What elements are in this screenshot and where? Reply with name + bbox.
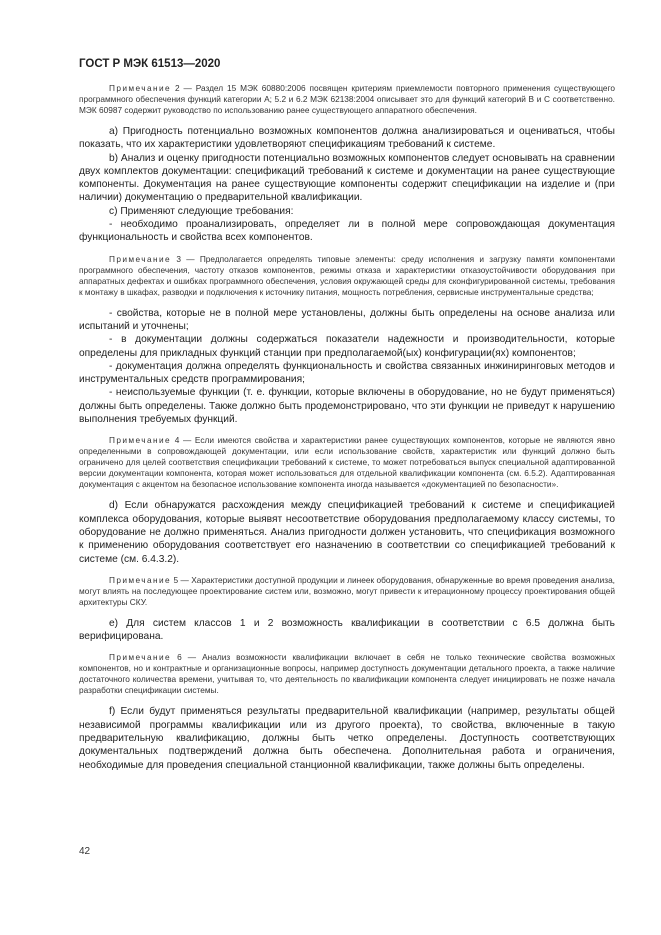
note-text: — Характеристики доступной продукции и линеек оборудования, обнаруженные во время проведения анализа, могут влиять на последующее проектирование систем или, возможно, могут привести к итерационному процессу проектирования общей архитектуры СКУ. bbox=[79, 574, 615, 607]
note-label: Примечание bbox=[109, 435, 172, 446]
note-2 bbox=[79, 83, 615, 116]
list-item-c2: - свойства, которые не в полной мере установлены, должны быть определены на основе анализа или испытаний и уточнены; bbox=[79, 307, 615, 332]
paragraph-f: f) Если будут применяться результаты предварительной квалификации (например, результаты общей независимой программы квалификации или из другого проекта), то свойства, включенные в такую предварительную квалификацию, должны быть четко определены. Доступность соответствующих документальных подтверждений должна быть обеспечена. Дополнительная работа и ограничения, необходимые для проведения специальной станционной квалификации, также должны быть определены. bbox=[79, 706, 615, 771]
note-6 bbox=[79, 652, 615, 696]
note-text: — Анализ возможности квалификации включает в себя не только технические свойства возможных компонентов, но и контрактные и организационные вопросы, например доступность документации детального проекта, а также наличие достаточного количества времени, учитывая то, что деятельность по квалификации компонента следует инициировать не позже начала разработки спецификации системы. bbox=[79, 652, 615, 696]
note-label: Примечание bbox=[109, 253, 172, 264]
paragraph-c: c) Применяют следующие требования: bbox=[109, 205, 294, 217]
paragraph-a: a) Пригодность потенциально возможных компонентов должна анализироваться и оцениваться, чтобы показать, что их характеристики удовлетворяют спецификациям требований к системе. bbox=[79, 126, 615, 151]
list-item-c5: - неиспользуемые функции (т. е. функции, которые включены в оборудование, но не будут применяться) должны быть определены. Также должно быть продемонстрировано, что эти функции не приведут к нарушению выполнения требуемых функций. bbox=[79, 387, 615, 426]
note-number: 6 bbox=[177, 652, 182, 663]
paragraph-b: b) Анализ и оценку пригодности потенциально возможных компонентов следует основывать на сравнении двух комплектов документации: спецификаций требований к системе и документации на ранее существующие компоненты. Документация на ранее существующие компоненты содержит спецификации на изделие и (при наличии) документацию о предварительной квалификации. bbox=[79, 152, 615, 204]
paragraph-d: d) Если обнаружатся расхождения между спецификацией требований к системе и спецификацией комплекса оборудования, которые выявят несоответствие оборудования предполагаемому классу системы, то оборудование не должно применяться. Анализ пригодности должен установить, что спецификация возможного к применению оборудования соответствует его назначению в соответствии со спецификацией требований к системе (см. 6.4.3.2). bbox=[79, 500, 615, 565]
note-number: 3 bbox=[176, 253, 181, 264]
document-header: ГОСТ Р МЭК 61513—2020 bbox=[79, 58, 221, 70]
list-item-c3: - в документации должны содержаться показатели надежности и производительности, которые определены для прикладных функций станции при предполагаемой(ых) конфигурации(ях) компонентов; bbox=[79, 334, 615, 359]
note-number: 5 bbox=[173, 574, 179, 585]
list-item-c4: - документация должна определять функциональность и свойства связанных инжиниринговых методов и инструментальных средств программирования; bbox=[79, 360, 615, 386]
page-number: 42 bbox=[79, 846, 91, 857]
note-label: Примечание bbox=[109, 652, 172, 663]
note-text: — Предполагается определять типовые элементы: среду исполнения и загрузку памяти компонентами программного обеспечения, частоту отказов компонентов, режимы отказа и характеристики отказоустойчивости оборудования при аппаратных дефектах и ошибках программного обеспечения, условия окружающей среды для сконфигурированной системы, требования к монтажу в шкафах, разводки и подключения к источнику питания, мощность потребления, сервисные инструментальные средства; bbox=[79, 253, 615, 297]
note-label: Примечание bbox=[109, 83, 172, 93]
note-text: — Раздел 15 МЭК 60880:2006 посвящен критериям приемлемости повторного применения существующего программного обеспечения функций категории A; 5.2 и 6.2 МЭК 62138:2004 описывает это для функций категорий B и C соответственно. МЭК 60987 содержит руководство по использованию ранее существующего аппаратного обеспечения. bbox=[79, 83, 615, 115]
document-page bbox=[79, 58, 615, 772]
list-item-c1: - необходимо проанализировать, определяет ли в полной мере сопровождающая документация функциональность и свойства всех компонентов. bbox=[79, 219, 615, 244]
note-number: 2 bbox=[174, 83, 180, 93]
note-label: Примечание bbox=[109, 574, 172, 585]
note-5 bbox=[79, 575, 615, 608]
note-number: 4 bbox=[174, 435, 180, 446]
note-text: — Если имеются свойства и характеристики ранее существующих компонентов, которые не являются явно определенными в сопровождающей документации, или если использование свойств, характеристик или функций должно быть ограничено для целей соответствия спецификации требований к системе, то может потребоваться выпуск специальной адаптированной версии документации компонента, которая может использоваться для отдельной квалификации компонента (см. 6.5.2). Адаптированная документация с акцентом на безопасное использование компонента иногда называется «документацией по безопасности». bbox=[79, 435, 615, 490]
note-4 bbox=[79, 435, 615, 490]
paragraph-e: e) Для систем классов 1 и 2 возможность квалификации в соответствии с 6.5 должна быть верифицирована. bbox=[79, 617, 615, 643]
note-3 bbox=[79, 254, 615, 298]
